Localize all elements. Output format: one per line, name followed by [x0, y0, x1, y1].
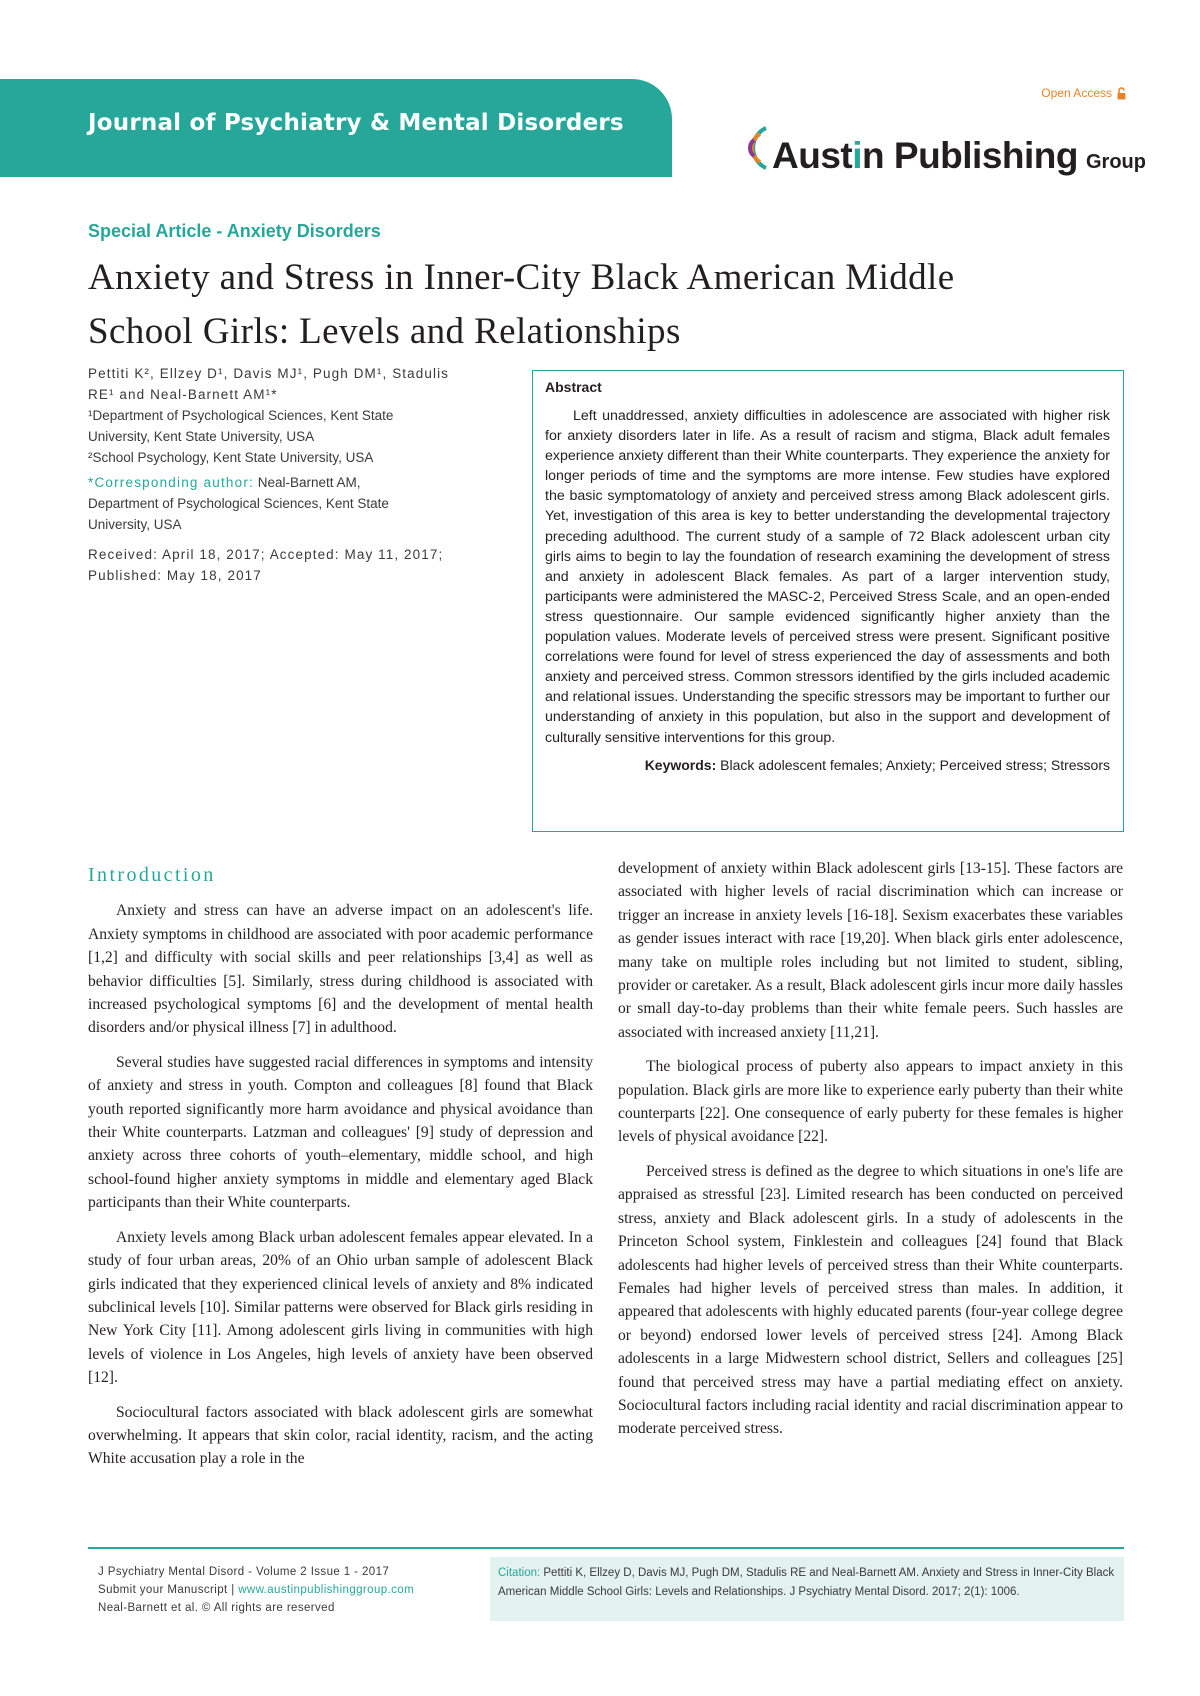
- manuscript-submit-link[interactable]: www.austinpublishinggroup.com: [238, 1584, 415, 1596]
- paragraph: Anxiety and stress can have an adverse impact on an adolescent's life. Anxiety symptoms in childhood are associated with poor academic performance [1,2] and difficulty with social skills and peer relationships [3,4] as well as behavior difficulties [5]. Similarly, stress during childhood is associated with increased psychological symptoms [6] and the development of mental health disorders and/or physical illness [7] in adulthood.: [88, 902, 593, 1037]
- paragraph: Several studies have suggested racial differences in symptoms and intensity of anxiety and stress in youth. Compton and colleagues [8] found that Black youth reported significantly more harm avoidance and physical avoidance than their White counterparts. Latzman and colleagues' [9] study of depression and anxiety across three cohorts of youth–elementary, middle school, and high school-found higher anxiety symptoms in middle and elementary aged Black participants than their White counterparts.: [88, 1053, 593, 1212]
- footer-divider: [88, 1547, 1124, 1549]
- citation-label: Citation:: [498, 1567, 541, 1579]
- corresponding-author: *Corresponding author: Neal-Barnett AM, Department of Psychological Sciences, Kent State University, USA: [88, 475, 389, 532]
- publication-dates: Received: April 18, 2017; Accepted: May 11, 2017; Published: May 18, 2017: [88, 547, 444, 583]
- keywords: Keywords: Black adolescent females; Anxiety; Perceived stress; Stressors: [644, 756, 1110, 773]
- paragraph: Perceived stress is defined as the degree to which situations in one's life are appraised as stressful [23]. Limited research has been conducted on perceived stress, anxiety and Black adolescent girls. In a study of adolescents in the Princeton School system, Finklestein and colleagues [24] found that Black adolescents had higher levels of perceived stress than their White counterparts. Females had higher levels of perceived stress than males. In addition, it appeared that adolescents with highly educated parents (four-year college degree or beyond) endorsed lower levels of perceived stress [24]. Among Black adolescents in a large Midwestern school district, Sellers and colleagues [25] found that perceived stress may have a partial mediating effect on anxiety. Sociocultural factors including racial identity and racial discrimination appear to moderate perceived stress.: [618, 1162, 1123, 1438]
- publisher-arc-icon: [736, 122, 770, 174]
- abstract-text: Left unaddressed, anxiety difficulties in adolescence are associated with higher risk for anxiety disorders later in life. As a result of racism and stigma, Black adult females experience anxiety different than their White counterparts. They experience the anxiety for longer periods of time and the symptoms are more intense. Few studies have explored the basic symptomatology of anxiety and perceived stress among Black adolescent girls. Yet, investigation of this area is key to better understanding the developmental trajectory preceding adulthood. The current study of a sample of 72 Black adolescent urban city girls aims to begin to lay the foundation of research examining the development of stress and anxiety in adolescent Black females. As part of a larger intervention study, participants were administered the MASC-2, Perceived Stress Scale, and an open-ended stress questionnaire. Our sample evidenced significantly higher anxiety than the population values. Moderate levels of perceived stress were present. Significant positive correlations were found for level of stress experienced the day of assessments and both anxiety and perceived stress. Common stressors identified by the girls included academic and relational issues. Understanding the specific stressors may be important to further our understanding of anxiety in this population, but also in the support and development of culturally sensitive interventions for this group.: [545, 408, 1110, 746]
- section-heading-introduction: Introduction: [88, 864, 216, 886]
- footer-journal-info: J Psychiatry Mental Disord - Volume 2 Issue 1 - 2017 Submit your Manuscript | www.austinpublishinggroup.com Neal-Barnett et al. © All rights are reserved: [98, 1566, 415, 1614]
- corresponding-author-label: *Corresponding author:: [88, 475, 254, 490]
- open-lock-icon: [1117, 87, 1126, 100]
- open-access-label: Open Access: [1041, 86, 1112, 100]
- body-column-right: [618, 857, 1123, 1452]
- citation-box: Citation: Pettiti K, Ellzey D, Davis MJ, Pugh DM, Stadulis RE and Neal-Barnett AM. Anxiety and Stress in Inner-City Black American Middle School Girls: Levels and Relationships. J Psychiatry Mental Disord. 2017; 2(1): 1006.: [490, 1557, 1124, 1621]
- open-access-badge: [1041, 86, 1126, 100]
- article-title: Anxiety and Stress in Inner-City Black American Middle School Girls: Levels and Relationships: [88, 257, 955, 352]
- publisher-group: Group: [1086, 151, 1146, 173]
- publisher-name: Austin Publishing: [772, 135, 1078, 176]
- paragraph: The biological process of puberty also appears to impact anxiety in this population. Black girls are more like to experience early puberty than their white counterparts [22]. One consequence of early puberty for these females is higher levels of physical avoidance [22].: [618, 1058, 1123, 1146]
- journal-title: Journal of Psychiatry & Mental Disorders: [88, 110, 624, 136]
- author-list: Pettiti K², Ellzey D¹, Davis MJ¹, Pugh DM¹, Stadulis RE¹ and Neal-Barnett AM¹*: [88, 366, 450, 402]
- paragraph-continued: development of anxiety within Black adolescent girls [13-15]. These factors are associated with higher levels of racial discrimination which can increase or trigger an increase in anxiety levels [16-18]. Sexism exacerbates these variables as gender issues interact with race [19,20]. When black girls enter adolescence, many take on multiple roles including but not limited to student, sibling, provider or caretaker. As a result, Black adolescent girls incur more daily hassles or small day-to-day problems than their white female peers. Such hassles are associated with increased anxiety [11,21].: [618, 860, 1123, 1041]
- publisher-logo: [736, 122, 1146, 174]
- article-type: Special Article - Anxiety Disorders: [88, 221, 381, 241]
- paragraph: Sociocultural factors associated with black adolescent girls are somewhat overwhelming. It appears that skin color, racial identity, racism, and the acting White accusation play a role in the: [88, 1403, 593, 1468]
- paragraph: Anxiety levels among Black urban adolescent females appear elevated. In a study of four urban areas, 20% of an Ohio urban sample of adolescent Black girls indicated that they experienced clinical levels of anxiety and 8% indicated subclinical levels [10]. Similar patterns were observed for Black girls residing in New York City [11]. Among adolescent girls living in communities with high levels of violence in Los Angeles, high levels of anxiety have been observed [12].: [88, 1228, 593, 1387]
- affiliations: ¹Department of Psychological Sciences, Kent State University, Kent State University, USA ²School Psychology, Kent State University, USA: [88, 408, 394, 465]
- abstract-heading: Abstract: [545, 379, 602, 395]
- body-column-left: [88, 864, 593, 1482]
- abstract-box: [532, 370, 1124, 832]
